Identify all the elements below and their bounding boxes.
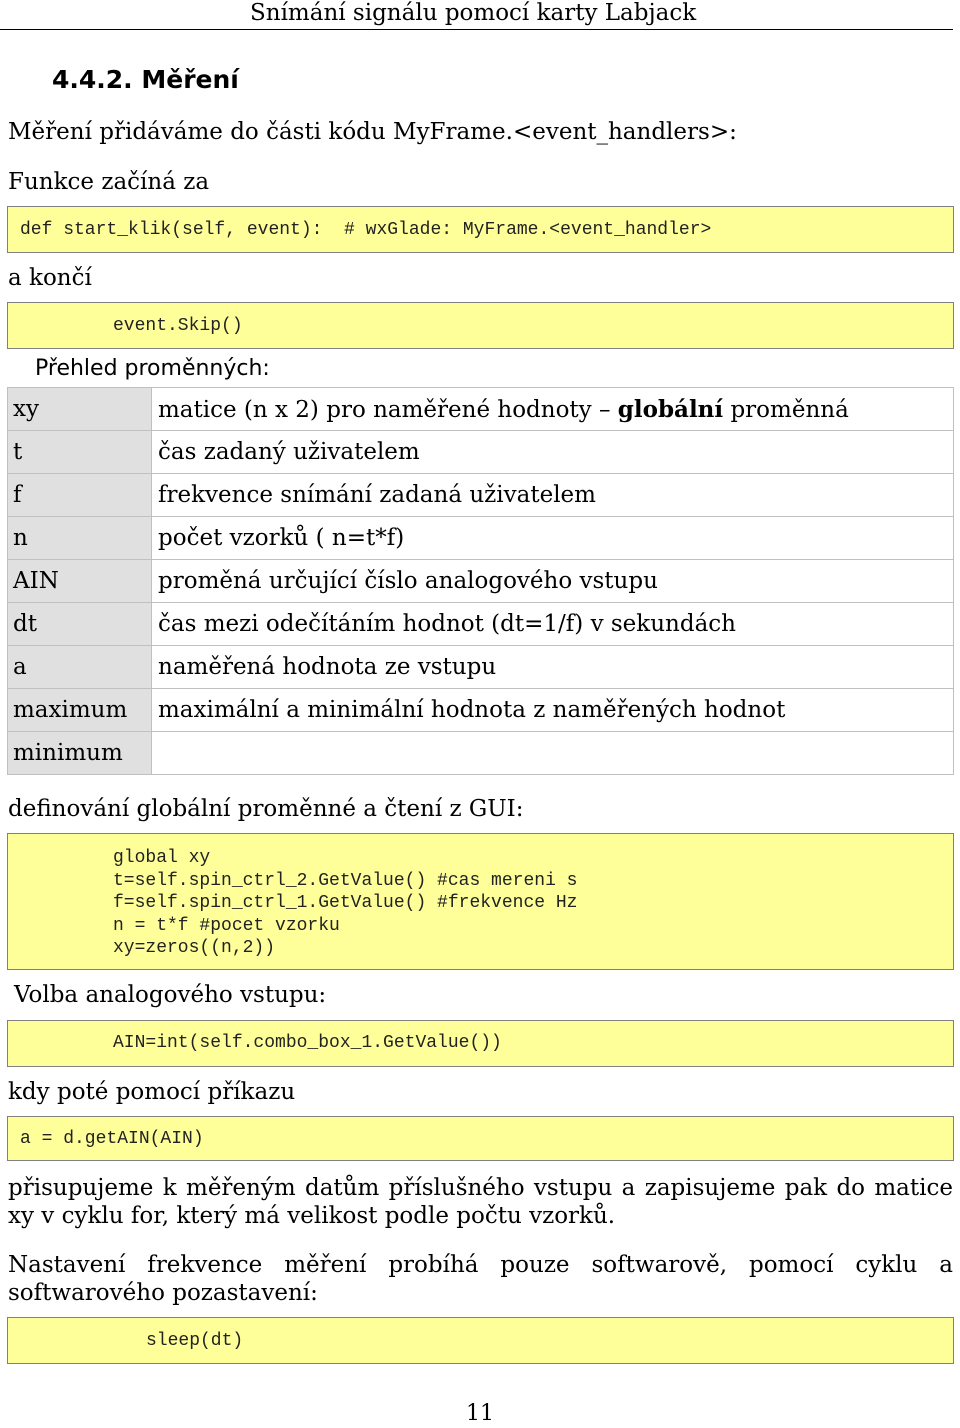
var-desc: čas mezi odečítáním hodnot (dt=1/f) v sekundách: [152, 603, 954, 646]
command-label: kdy poté pomocí příkazu: [8, 1079, 296, 1105]
code-line: sleep(dt): [146, 1331, 244, 1351]
var-desc-bold: globální: [617, 395, 724, 423]
var-desc: naměřená hodnota ze vstupu: [152, 646, 954, 689]
var-name: n: [8, 517, 152, 560]
table-row: [8, 732, 954, 775]
var-desc: maximální a minimální hodnota z naměřených hodnot: [152, 689, 954, 732]
code-line: n = t*f #pocet vzorku: [113, 915, 340, 936]
table-row: [8, 388, 954, 431]
var-name: dt: [8, 603, 152, 646]
page-number: 11: [466, 1401, 494, 1426]
code-line: t=self.spin_ctrl_2.GetValue() #cas mereni s: [113, 870, 578, 891]
table-row: [8, 560, 954, 603]
code-line: xy=zeros((n,2)): [113, 938, 276, 958]
code-box-start: [7, 206, 954, 253]
code-line: global xy: [113, 848, 211, 868]
var-name: minimum: [8, 732, 152, 775]
var-name: a: [8, 646, 152, 689]
var-name: maximum: [8, 689, 152, 732]
table-row: [8, 689, 954, 732]
var-desc: [152, 732, 954, 775]
table-row: [8, 431, 954, 474]
code-line: event.Skip(): [113, 316, 243, 336]
code-box-global: [7, 833, 954, 970]
table-row: [8, 517, 954, 560]
var-desc: počet vzorků ( n=t*f): [152, 517, 954, 560]
var-name: xy: [8, 388, 152, 431]
var-desc: čas zadaný uživatelem: [152, 431, 954, 474]
table-row: [8, 646, 954, 689]
code-box-ain: [7, 1020, 954, 1067]
ends-label: a končí: [8, 265, 92, 291]
code-line: def start_klik(self, event): # wxGlade: MyFrame.<event_handler>: [20, 220, 712, 240]
var-desc: [152, 388, 954, 431]
var-desc: frekvence snímání zadaná uživatelem: [152, 474, 954, 517]
var-desc-text: proměnná: [723, 396, 849, 423]
code-line: f=self.spin_ctrl_1.GetValue() #frekvence Hz: [113, 893, 578, 913]
var-desc-text: matice (n x 2) pro naměřené hodnoty –: [158, 396, 618, 423]
running-header: Snímání signálu pomocí karty Labjack: [250, 0, 697, 26]
code-line: AIN=int(self.combo_box_1.GetValue()): [113, 1033, 502, 1053]
code-box-getain: [7, 1116, 954, 1161]
vars-title: Přehled proměnných:: [35, 356, 270, 381]
intro-line: Měření přidáváme do části kódu MyFrame.<event_handlers>:: [8, 119, 737, 145]
global-def-label: definování globální proměnné a čtení z GUI:: [8, 796, 524, 822]
code-box-sleep: [7, 1317, 954, 1364]
input-select-label: Volba analogového vstupu:: [14, 982, 327, 1008]
var-name: t: [8, 431, 152, 474]
var-name: f: [8, 474, 152, 517]
var-name: AIN: [8, 560, 152, 603]
starts-label: Funkce začíná za: [8, 169, 210, 195]
paragraph-frequency: Nastavení frekvence měření probíhá pouze softwarově, pomocí cyklu a softwarového pozastavení:: [8, 1252, 953, 1306]
section-heading: 4.4.2. Měření: [52, 65, 239, 94]
paragraph-data: přisupujeme k měřeným datům příslušného vstupu a zapisujeme pak do matice xy v cyklu for, který má velikost podle počtu vzorků.: [8, 1175, 953, 1229]
code-line: a = d.getAIN(AIN): [20, 1129, 204, 1149]
variables-table: [7, 387, 954, 775]
header-rule: [0, 29, 953, 30]
code-box-end: [7, 302, 954, 349]
table-row: [8, 603, 954, 646]
table-row: [8, 474, 954, 517]
var-desc: proměná určující číslo analogového vstupu: [152, 560, 954, 603]
